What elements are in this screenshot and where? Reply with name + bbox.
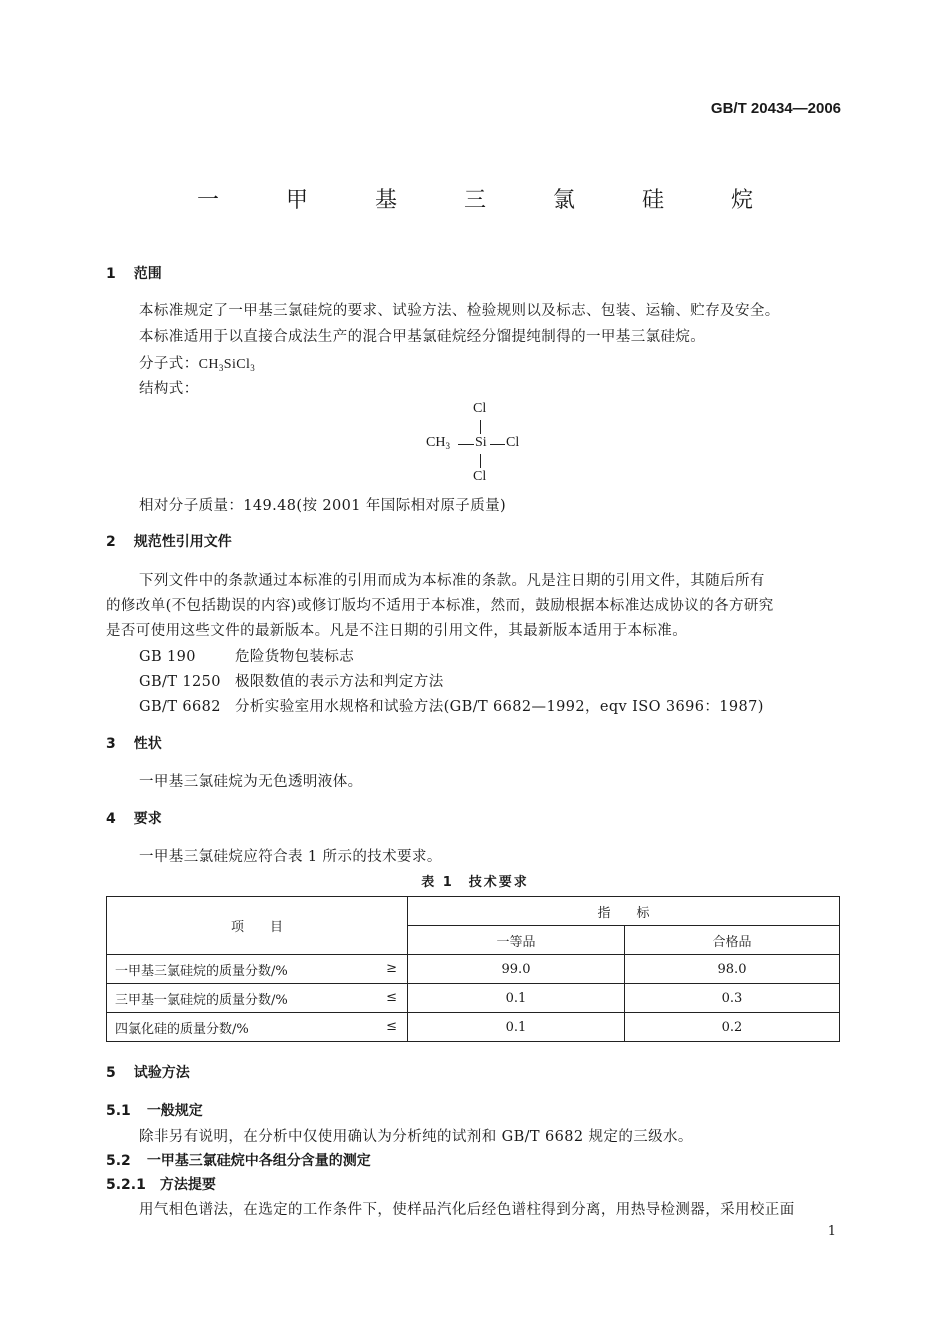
section-title: 要求 (133, 811, 162, 827)
formula-label: 分子式： (139, 356, 199, 372)
table-row (107, 984, 840, 1013)
section-title: 试验方法 (133, 1065, 190, 1081)
row-relation: ≤ (386, 1019, 397, 1034)
relative-molecular-mass: 相对分子质量：149.48(按 2001 年国际相对原子质量) (139, 498, 507, 514)
reference-item (139, 695, 764, 716)
paragraph: 本标准规定了一甲基三氯硅烷的要求、试验方法、检验规则以及标志、包装、运输、贮存及安全。 (139, 303, 780, 319)
header-item: 项 目 (107, 897, 408, 955)
reference-item (139, 645, 354, 666)
subsection-title: 一甲基三氯硅烷中各组分含量的测定 (146, 1153, 371, 1169)
subsection-number: 5.2 (106, 1153, 131, 1169)
chem-atom-cl-top: Cl (473, 401, 487, 416)
subsection-5-2-heading (106, 1150, 371, 1170)
page-number: 1 (827, 1224, 836, 1239)
paragraph: 一甲基三氯硅烷应符合表 1 所示的技术要求。 (139, 849, 442, 865)
section-3-heading (106, 733, 162, 753)
row-item: 三甲基一氯硅烷的质量分数/% ≤ (107, 984, 408, 1013)
table-row (107, 1013, 840, 1042)
subsection-title: 一般规定 (146, 1103, 203, 1119)
section-title: 范围 (133, 266, 162, 282)
row-item: 四氯化硅的质量分数/% ≤ (107, 1013, 408, 1042)
paragraph: 用气相色谱法，在选定的工作条件下，使样品汽化后经色谱柱得到分离，用热导检测器，采用校正面 (139, 1202, 795, 1218)
chem-atom-cl-bottom: Cl (473, 469, 487, 484)
subsection-5-1-heading (106, 1100, 203, 1120)
row-first-grade: 0.1 (408, 984, 625, 1013)
formula-value: $CH_3SiCl_3$ (198, 357, 256, 373)
paragraph-line: 是否可使用这些文件的最新版本。凡是不注日期的引用文件，其最新版本适用于本标准。 (106, 623, 688, 639)
chem-atom-cl-right: Cl (506, 435, 520, 450)
chem-group-ch3: $CH_3$ (426, 435, 450, 451)
section-4-heading (106, 808, 162, 828)
row-item: 一甲基三氯硅烷的质量分数/% ≥ (107, 955, 408, 984)
row-first-grade: 99.0 (408, 955, 625, 984)
paragraph: 除非另有说明，在分析中仅使用确认为分析纯的试剂和 GB/T 6682 规定的三级水。 (139, 1129, 693, 1145)
section-5-heading (106, 1062, 190, 1082)
subsection-number: 5.1 (106, 1103, 131, 1119)
chem-atom-si: Si (475, 435, 487, 450)
subsection-number: 5.2.1 (106, 1177, 146, 1193)
row-qualified-grade: 0.2 (625, 1013, 840, 1042)
paragraph-line: 下列文件中的条款通过本标准的引用而成为本标准的条款。凡是注日期的引用文件，其随后所有 (139, 573, 765, 589)
section-title: 规范性引用文件 (133, 534, 232, 550)
header-qualified-grade: 合格品 (625, 926, 840, 955)
bond-vertical-top (480, 420, 481, 434)
reference-item (139, 670, 444, 691)
table-caption: 表 1 技术要求 (421, 875, 529, 890)
row-relation: ≤ (386, 990, 397, 1005)
section-number: 2 (106, 534, 116, 550)
bond-horizontal-right (490, 444, 505, 445)
reference-title: 危险货物包装标志 (235, 649, 355, 665)
section-number: 5 (106, 1065, 116, 1081)
structural-formula-label: 结构式： (139, 381, 199, 397)
paragraph: 一甲基三氯硅烷为无色透明液体。 (139, 774, 363, 790)
section-1-heading (106, 263, 162, 283)
section-number: 4 (106, 811, 116, 827)
row-qualified-grade: 0.3 (625, 984, 840, 1013)
paragraph-line: 的修改单(不包括勘误的内容)或修订版均不适用于本标准，然而，鼓励根据本标准达成协议的各方研究 (106, 598, 774, 614)
header-index: 指 标 (408, 897, 840, 926)
bond-vertical-bottom (480, 454, 481, 468)
reference-title: 极限数值的表示方法和判定方法 (235, 674, 444, 690)
row-qualified-grade: 98.0 (625, 955, 840, 984)
section-title: 性状 (133, 736, 162, 752)
molecular-formula (139, 352, 255, 373)
bond-horizontal-left (458, 444, 474, 445)
subsection-title: 方法提要 (159, 1177, 216, 1193)
section-2-heading (106, 531, 232, 551)
header-first-grade: 一等品 (408, 926, 625, 955)
section-number: 3 (106, 736, 116, 752)
document-title: 一 甲 基 三 氯 硅 烷 (197, 188, 783, 213)
requirements-table (106, 896, 840, 1042)
paragraph: 本标准适用于以直接合成法生产的混合甲基氯硅烷经分馏提纯制得的一甲基三氯硅烷。 (139, 329, 706, 345)
table-header-row (107, 897, 840, 926)
reference-code: GB/T 1250 (139, 674, 221, 690)
row-first-grade: 0.1 (408, 1013, 625, 1042)
standard-code: GB/T 20434—2006 (710, 100, 841, 117)
table-row (107, 955, 840, 984)
reference-code: GB 190 (139, 649, 196, 665)
section-number: 1 (106, 266, 116, 282)
reference-title: 分析实验室用水规格和试验方法(GB/T 6682—1992，eqv ISO 3696：1987) (235, 699, 764, 715)
row-relation: ≥ (386, 961, 397, 976)
subsection-5-2-1-heading (106, 1174, 216, 1194)
reference-code: GB/T 6682 (139, 699, 221, 715)
